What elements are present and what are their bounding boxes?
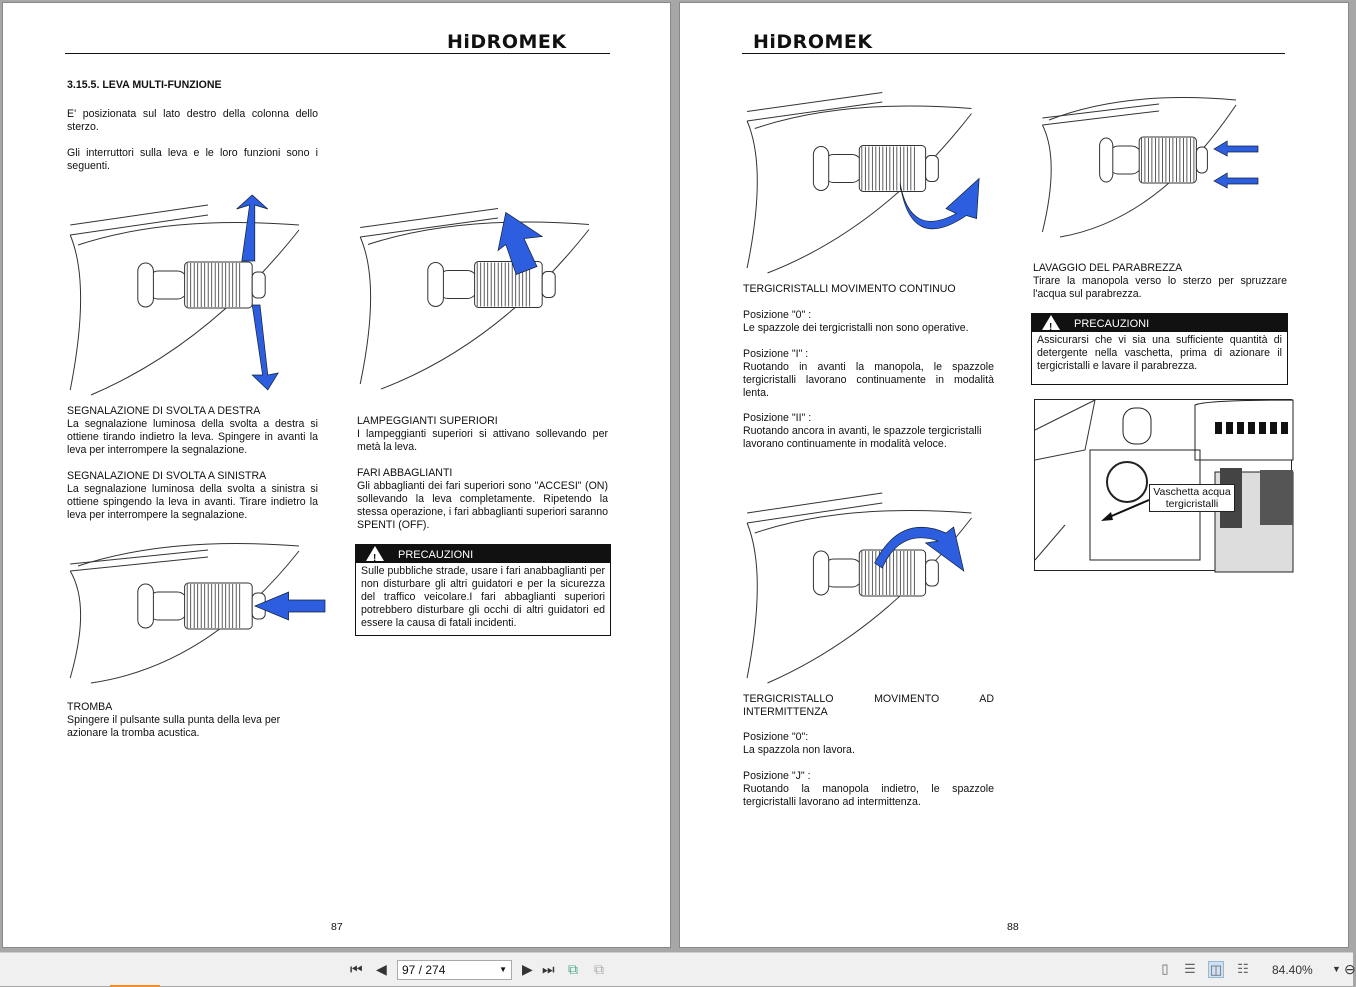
zoom-level[interactable]: 84.40% bbox=[1272, 963, 1313, 977]
position-label: Posizione "0" : bbox=[743, 309, 812, 321]
position-label: Posizione "I" : bbox=[743, 348, 809, 360]
continuous-view-icon[interactable]: ☰ bbox=[1184, 961, 1196, 976]
chevron-down-icon[interactable]: ▼ bbox=[499, 965, 507, 974]
hidromek-logo: HiDROMEK bbox=[753, 31, 873, 53]
page-display: 97 / 274 bbox=[402, 963, 446, 977]
illustration-wiper-intermittent bbox=[742, 483, 997, 683]
next-view-icon[interactable]: ⧉ bbox=[594, 961, 604, 977]
first-page-button[interactable]: ⏮ bbox=[350, 961, 363, 977]
facing-view-icon[interactable]: ◫ bbox=[1209, 962, 1223, 977]
pdf-viewer-toolbar bbox=[0, 952, 1356, 986]
single-page-view-icon[interactable]: ▯ bbox=[1161, 961, 1169, 976]
zoom-dropdown-icon[interactable]: ▼ bbox=[1332, 964, 1341, 974]
section-text: La segnalazione luminosa della svolta a sinistra si ottiene spingendo la leva in avanti. Tirare indietro la leva per interrompere la segnalazione. bbox=[67, 483, 318, 521]
pdf-page-87 bbox=[2, 2, 671, 948]
section-title: TERGICRISTALLO MOVIMENTO AD INTERMITTENZA bbox=[743, 693, 994, 718]
position-text: Ruotando la manopola indietro, le spazzole tergicristalli lavorano ad intermittenza. bbox=[743, 783, 994, 808]
warning-text: Assicurarsi che vi sia una sufficiente quantità di detergente nella vaschetta, prima di azionare il tergicristalli e lavare il parabrezza. bbox=[1037, 334, 1282, 372]
section-title: FARI ABBAGLIANTI bbox=[357, 467, 453, 479]
warning-title: PRECAUZIONI bbox=[1074, 318, 1150, 330]
intro-text-2: Gli interruttori sulla leva e le loro funzioni sono i seguenti. bbox=[67, 147, 318, 172]
page-number: 88 bbox=[1007, 921, 1019, 933]
previous-page-button[interactable]: ◀ bbox=[376, 961, 387, 977]
position-text: Le spazzole dei tergicristalli non sono operative. bbox=[743, 322, 969, 334]
section-title: TERGICRISTALLI MOVIMENTO CONTINUO bbox=[743, 283, 956, 295]
position-text: La spazzola non lavora. bbox=[743, 744, 855, 756]
warning-triangle-icon bbox=[1042, 315, 1060, 330]
engine-photo bbox=[1034, 399, 1292, 571]
direction-arrow-icon bbox=[252, 305, 278, 390]
direction-arrow-icon bbox=[1214, 173, 1258, 188]
lever-drawing bbox=[742, 83, 997, 273]
position-label: Posizione "0": bbox=[743, 731, 809, 743]
section-text: Gli abbaglianti dei fari superiori sono "ACCESI" (ON) sollevando la leva completamente. Ripetendo la stessa operazione, i fari abbaglianti superiori saranno SPENTI (OFF). bbox=[357, 480, 608, 531]
next-page-button[interactable]: ▶ bbox=[522, 961, 533, 977]
hidromek-logo: HiDROMEK bbox=[447, 31, 567, 53]
illustration-horn-lever bbox=[65, 543, 325, 683]
section-text: Tirare la manopola verso lo sterzo per spruzzare l'acqua sul parabrezza. bbox=[1033, 275, 1287, 300]
position-label: Posizione "II" : bbox=[743, 412, 812, 424]
intro-text: E' posizionata sul lato destro della colonna dello sterzo. bbox=[67, 108, 318, 133]
section-title: SEGNALAZIONE DI SVOLTA A DESTRA bbox=[67, 405, 261, 417]
lever-drawing bbox=[1038, 97, 1258, 237]
last-page-button[interactable]: ⏭ bbox=[542, 961, 555, 977]
header-rule bbox=[742, 53, 1285, 54]
section-title: SEGNALAZIONE DI SVOLTA A SINISTRA bbox=[67, 470, 267, 482]
illustration-lights-lever bbox=[355, 199, 615, 389]
lever-drawing bbox=[355, 199, 615, 389]
position-label: Posizione "J" : bbox=[743, 770, 811, 782]
position-text: Ruotando ancora in avanti, le spazzole tergicristalli lavorano continuamente in modalità veloce. bbox=[743, 425, 982, 450]
direction-arrow-icon bbox=[237, 195, 268, 261]
warning-title: PRECAUZIONI bbox=[398, 549, 474, 561]
warning-box bbox=[355, 544, 611, 636]
section-text: Spingere il pulsante sulla punta della leva per azionare la tromba acustica. bbox=[67, 714, 281, 739]
illustration-wiper-continuous bbox=[742, 83, 997, 273]
zoom-out-icon[interactable]: ⊖ bbox=[1344, 961, 1356, 977]
pdf-page-88 bbox=[679, 2, 1349, 948]
section-text: I lampeggianti superiori si attivano sollevando per metà la leva. bbox=[357, 428, 608, 453]
page-number: 87 bbox=[331, 921, 343, 933]
lever-drawing bbox=[65, 195, 325, 395]
section-title: TROMBA bbox=[67, 701, 113, 713]
lever-drawing bbox=[742, 483, 997, 683]
header-rule bbox=[65, 53, 610, 54]
lever-drawing bbox=[65, 543, 325, 683]
continuous-facing-view-icon[interactable]: ☷ bbox=[1237, 961, 1249, 976]
warning-box bbox=[1031, 313, 1288, 385]
warning-text: Sulle pubbliche strade, usare i fari anabbaglianti per non disturbare gli altri guidatori e per la sicurezza del traffico veicolare.I fari abbaglianti superiori potrebbero disturbare gli occhi di altri guidatori ed essere la causa di fatali incidenti. bbox=[361, 565, 605, 629]
section-heading: 3.15.5. LEVA MULTI-FUNZIONE bbox=[67, 79, 222, 91]
page-number-input[interactable] bbox=[397, 960, 512, 980]
photo-callout-label: Vaschetta acqua tergicristalli bbox=[1149, 484, 1235, 512]
section-title: LAMPEGGIANTI SUPERIORI bbox=[357, 415, 498, 427]
illustration-turn-right-lever bbox=[65, 195, 325, 395]
section-text: La segnalazione luminosa della svolta a destra si ottiene tirando indietro la leva. Spingere in avanti la leva per interrompere la segnalazione. bbox=[67, 418, 318, 456]
direction-arrow-icon bbox=[1214, 141, 1258, 156]
warning-triangle-icon bbox=[366, 546, 384, 561]
section-title: LAVAGGIO DEL PARABREZZA bbox=[1033, 262, 1183, 274]
illustration-washer bbox=[1038, 97, 1258, 237]
previous-view-icon[interactable]: ⧉ bbox=[568, 961, 578, 977]
position-text: Ruotando in avanti la manopola, le spazzole tergicristalli lavorano continuamente in modalità lenta. bbox=[743, 361, 994, 399]
